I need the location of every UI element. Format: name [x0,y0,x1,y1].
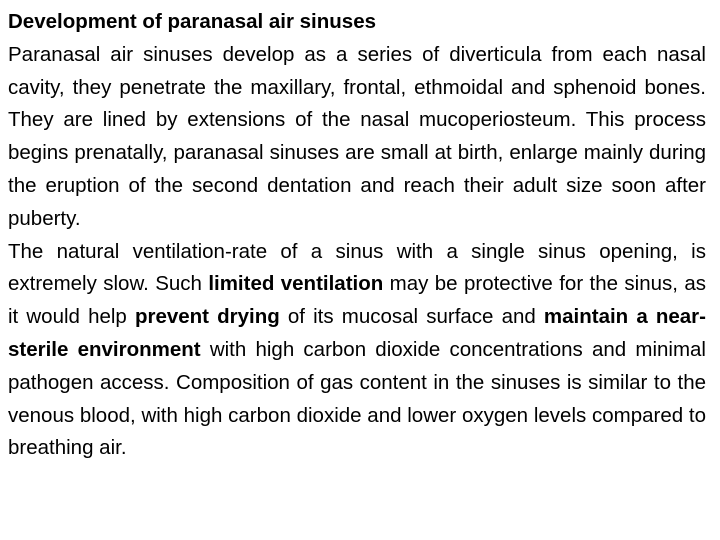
ventilation-text-3: of its mucosal surface and [279,305,544,329]
ventilation-text-1: The natural ventilation-rate of a sinus with a single sinus opening, is extremely slow. Such [8,239,706,296]
paragraph-ventilation [8,236,706,466]
near-sterile-emphasis: maintain a near-sterile environment [8,305,706,361]
ventilation-text-4: with high carbon dioxide concentrations and minimal pathogen access. Composition of gas content in the sinuses is similar to the venous blood, with high carbon dioxide and lower oxygen levels compared to breathing air. [8,337,706,460]
limited-ventilation-emphasis: limited ventilation [208,272,384,296]
prevent-drying-emphasis: prevent drying [134,305,280,329]
paragraph-development: Paranasal air sinuses develop as a series of diverticula from each nasal cavity, they penetrate the maxillary, frontal, ethmoidal and sphenoid bones. They are lined by extensions of the nasal mucoperiosteum. This process begins prenatally, paranasal sinuses are small at birth, enlarge mainly during the eruption of the second dentation and reach their adult size soon after puberty. [8,42,706,230]
ventilation-text-2: may be protective for the sinus, as it would help [8,272,706,329]
document-heading: Development of paranasal air sinuses [8,10,376,33]
